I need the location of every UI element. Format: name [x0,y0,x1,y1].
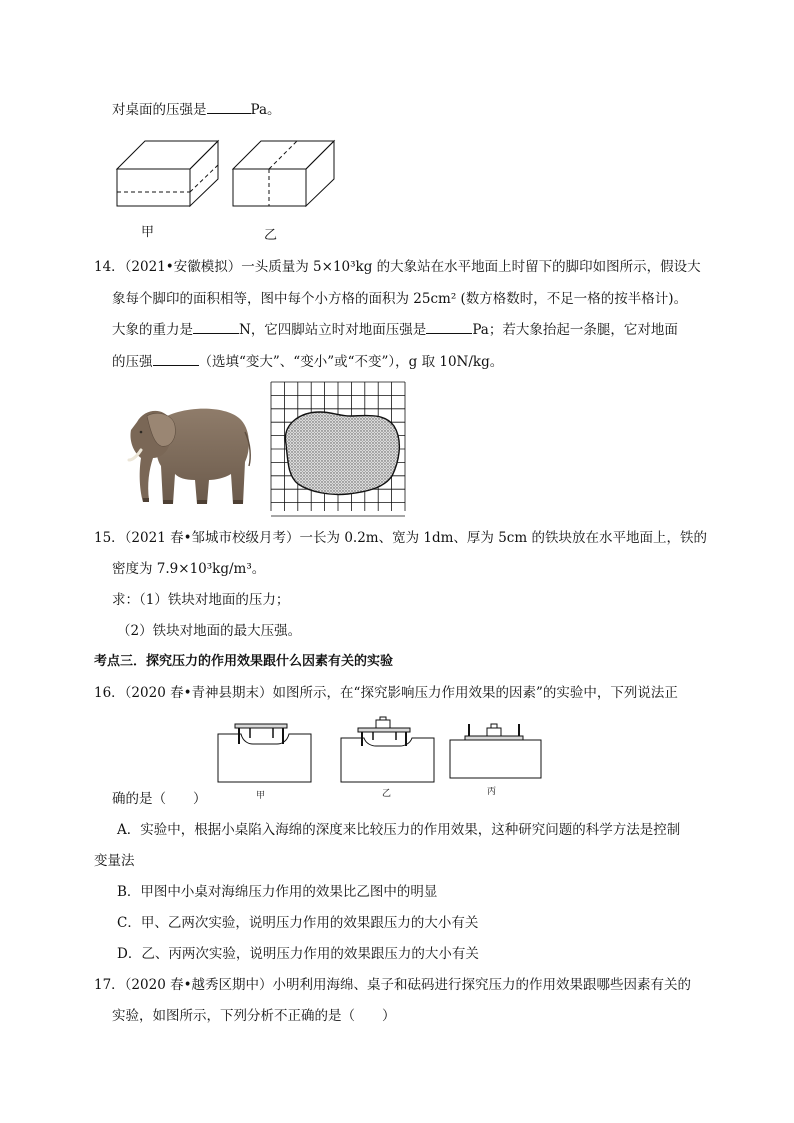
q14-line-1: 14．（2021•安徽模拟）一头质量为 5×10³kg 的大象站在水平地面上时留下的脚印如图所示，假设大 [94,259,701,275]
q15-line-2: 密度为 7.9×10³kg/m³。 [112,561,266,577]
q16-option-d: D．乙、丙两次实验，说明压力作用的效果跟压力的大小有关 [117,946,479,962]
footprint-grid-figure [270,382,407,512]
q14-l3-b: N，它四脚站立时对地面压强是 [239,322,427,338]
q13-answer-line [112,100,281,120]
q13-text-b: Pa。 [250,102,281,118]
q14-line-4 [112,352,503,372]
q16-cap-jia: 甲 [256,791,266,801]
q14-blank-gravity [193,320,239,334]
q17-line-1: 17．（2020 春•越秀区期中）小明利用海绵、桌子和砝码进行探究压力的作用效果跟哪些因素有关的 [94,977,692,993]
q16-cap-yi: 乙 [382,789,392,799]
q14-blank-change [153,352,199,366]
q14-l3-a: 大象的重力是 [112,322,193,338]
q14-l4-b: （选填“变大”、“变小”或“不变”），g 取 10N/kg。 [198,354,504,370]
q16-option-a-line-2: 变量法 [94,853,135,869]
sponge-table-yi-figure [340,716,436,784]
q16-option-a-line-1: A．实验中，根据小桌陷入海绵的深度来比较压力的作用效果，这种研究问题的科学方法是控制 [117,822,681,838]
elephant-image [117,400,257,512]
q13-blank [207,100,251,114]
q17-line-2: 实验，如图所示，下列分析不正确的是（ ） [112,1008,396,1024]
q14-blank-pressure [426,320,472,334]
q14-line-3 [112,320,678,340]
sponge-table-bing-figure [449,718,545,780]
section-heading: 考点三．探究压力的作用效果跟什么因素有关的实验 [94,654,394,669]
q14-l3-c: Pa；若大象抬起一条腿，它对地面 [472,322,678,338]
box-jia-figure [116,139,220,209]
sponge-table-jia-figure [217,722,313,784]
q16-line-2: 确的是（ ） [112,791,207,807]
q15-line-4: （2）铁块对地面的最大压强。 [117,623,302,639]
box-yi-figure [232,139,336,209]
q16-option-c: C．甲、乙两次实验，说明压力作用的效果跟压力的大小有关 [117,915,479,931]
q15-line-1: 15．（2021 春•邹城市校级月考）一长为 0.2m、宽为 1dm、厚为 5cm 的铁块放在水平地面上，铁的 [94,530,707,546]
q15-line-3: 求：（1）铁块对地面的压力； [112,592,290,608]
q14-l4-a: 的压强 [112,354,153,370]
q16-option-b: B．甲图中小桌对海绵压力作用的效果比乙图中的明显 [117,884,438,900]
q16-line-1: 16．（2020 春•青神县期末）如图所示，在“探究影响压力作用效果的因素”的实验中，下列说法正 [94,685,678,701]
q13-text-a: 对桌面的压强是 [112,102,207,118]
caption-jia: 甲 [141,225,155,240]
q16-cap-bing: 丙 [487,787,497,797]
caption-yi: 乙 [264,228,278,243]
q14-line-2: 象每个脚印的面积相等，图中每个小方格的面积为 25cm² (数方格数时，不足一格的按半格计)。 [112,291,688,307]
